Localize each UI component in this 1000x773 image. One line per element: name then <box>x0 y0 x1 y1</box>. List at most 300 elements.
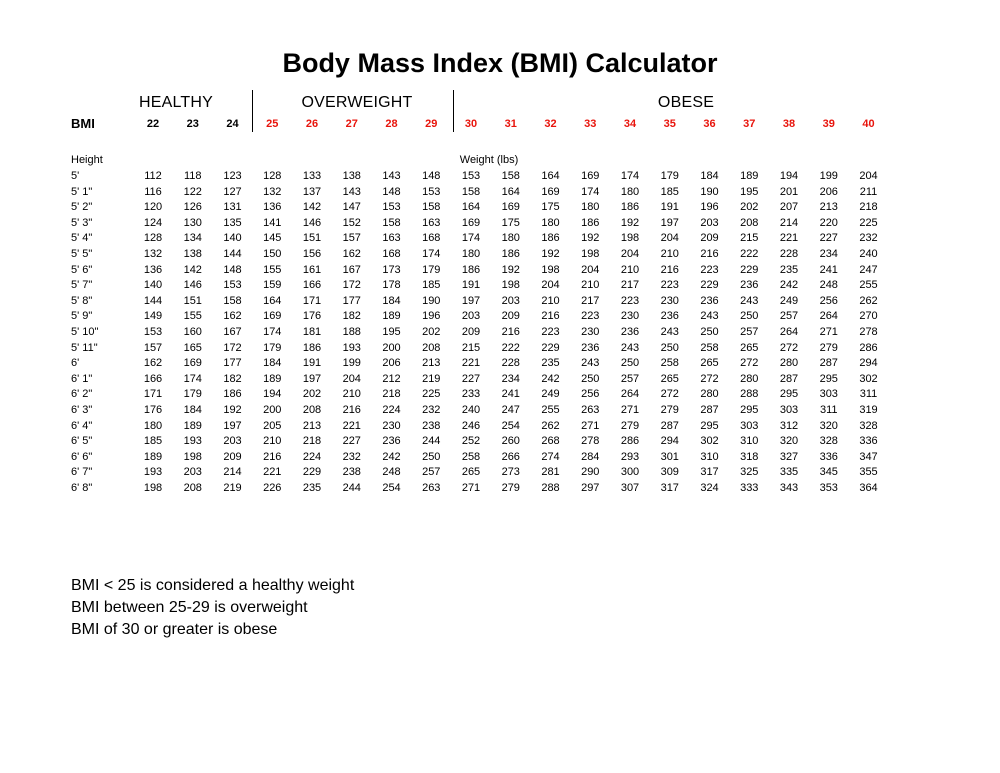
weight-cell: 199 <box>342 357 361 370</box>
weight-cell: 216 <box>541 310 560 323</box>
weight-cell: 264 <box>779 326 799 338</box>
weight-cell: 236 <box>581 341 600 354</box>
weight-cell: 294 <box>660 435 679 448</box>
weight-cell: 302 <box>700 435 719 448</box>
weight-cell: 142 <box>302 201 322 214</box>
weight-cell: 221 <box>779 232 799 245</box>
weight-cell: 223 <box>541 326 560 338</box>
weight-cell: 280 <box>779 357 799 370</box>
height-cell: 5' 9" <box>71 310 93 323</box>
weight-cell: 271 <box>461 482 481 494</box>
weight-cell: 216 <box>501 326 520 338</box>
weight-cell: 197 <box>223 419 242 432</box>
height-cell: 5' 1" <box>71 185 93 198</box>
weight-cell: 176 <box>302 310 322 323</box>
weight-cell: 220 <box>819 216 838 229</box>
weight-cell: 198 <box>541 263 560 276</box>
weight-cell: 278 <box>859 326 878 338</box>
weight-cell: 324 <box>700 482 719 494</box>
weight-cell: 223 <box>660 279 679 292</box>
bmi-value: 36 <box>703 118 716 130</box>
weight-cell: 215 <box>461 341 481 354</box>
weight-cell: 290 <box>581 466 600 479</box>
weight-cell: 159 <box>263 279 282 292</box>
weight-cell: 166 <box>302 279 322 292</box>
weight-cell: 116 <box>144 185 162 198</box>
weight-cell: 279 <box>620 419 640 432</box>
category-overweight: OVERWEIGHT <box>301 94 413 111</box>
weight-cell: 177 <box>223 357 242 370</box>
height-cell: 6' 3" <box>71 404 93 416</box>
weight-cell: 162 <box>342 248 361 260</box>
weight-cell: 204 <box>581 263 600 276</box>
weight-cell: 248 <box>382 466 401 479</box>
weight-cell: 151 <box>183 294 202 307</box>
bmi-value: 32 <box>544 118 557 130</box>
weight-cell: 210 <box>620 263 640 276</box>
weight-cell: 242 <box>382 450 401 463</box>
weight-cell: 355 <box>859 466 878 479</box>
height-cell: 5' 5" <box>71 248 93 260</box>
weight-cell: 336 <box>819 450 838 463</box>
weight-cell: 345 <box>819 466 838 479</box>
height-cell: 6' 1" <box>71 372 93 385</box>
weight-cell: 174 <box>620 170 640 182</box>
weight-cell: 197 <box>461 294 481 307</box>
bmi-value: 31 <box>504 118 517 130</box>
weight-cell: 233 <box>461 388 481 401</box>
weight-cell: 200 <box>382 341 401 354</box>
weight-cell: 246 <box>461 419 481 432</box>
weight-cell: 203 <box>461 310 481 323</box>
weight-cell: 266 <box>501 450 520 463</box>
height-cell: 5' 10" <box>71 326 99 338</box>
divider-healthy-overweight <box>252 90 253 132</box>
weight-cell: 169 <box>541 185 560 198</box>
weight-cell: 143 <box>342 185 361 198</box>
weight-cell: 226 <box>263 482 282 494</box>
weight-cell: 222 <box>501 341 520 354</box>
weight-cell: 262 <box>541 419 560 432</box>
weight-cell: 327 <box>779 450 799 463</box>
weight-cell: 189 <box>143 450 163 463</box>
weight-cell: 241 <box>819 263 838 276</box>
weight-cell: 128 <box>263 170 282 182</box>
weight-cell: 232 <box>422 404 441 416</box>
weight-cell: 197 <box>660 216 679 229</box>
weight-cell: 265 <box>700 357 719 370</box>
weight-cell: 135 <box>223 216 242 229</box>
weight-cell: 148 <box>382 185 401 198</box>
weight-cell: 178 <box>382 279 401 292</box>
weight-cell: 189 <box>183 419 202 432</box>
weight-cell: 209 <box>461 326 481 338</box>
weight-cell: 265 <box>660 372 679 385</box>
weight-cell: 243 <box>660 326 679 338</box>
weight-cell: 279 <box>819 341 838 354</box>
weight-cell: 180 <box>541 216 560 229</box>
weight-cell: 180 <box>143 419 163 432</box>
weight-cell: 270 <box>859 310 878 323</box>
weight-cell: 123 <box>223 170 242 182</box>
weight-cell: 227 <box>461 372 481 385</box>
weight-cell: 247 <box>501 404 520 416</box>
weight-cell: 228 <box>779 248 799 260</box>
weight-cell: 307 <box>620 482 640 494</box>
weight-cell: 223 <box>620 294 640 307</box>
weight-cell: 216 <box>263 450 282 463</box>
weight-cell: 180 <box>620 185 640 198</box>
weight-cell: 184 <box>700 170 719 182</box>
weight-cell: 303 <box>740 419 759 432</box>
weight-cell: 136 <box>263 201 282 214</box>
weight-cell: 210 <box>263 435 282 448</box>
weight-cell: 156 <box>302 248 322 260</box>
weight-cell: 268 <box>541 435 560 448</box>
weight-cell: 247 <box>859 263 878 276</box>
weight-cell: 243 <box>700 310 719 323</box>
weight-cell: 236 <box>700 294 719 307</box>
weight-cell: 214 <box>223 466 242 479</box>
weight-cell: 271 <box>620 404 640 416</box>
weight-cell: 112 <box>144 170 162 182</box>
weight-cell: 274 <box>541 450 560 463</box>
weight-cell: 281 <box>541 466 560 479</box>
weight-cell: 153 <box>143 326 163 338</box>
weight-cell: 169 <box>183 357 202 370</box>
weight-cell: 194 <box>263 388 282 401</box>
weight-cell: 228 <box>501 357 520 370</box>
height-cell: 5' 11" <box>71 341 98 354</box>
weight-cell: 155 <box>183 310 202 323</box>
weight-cell: 221 <box>461 357 481 370</box>
weight-cell: 265 <box>740 341 759 354</box>
weight-cell: 201 <box>779 185 799 198</box>
weight-cell: 223 <box>700 263 719 276</box>
weight-cell: 328 <box>859 419 878 432</box>
weight-cell: 144 <box>143 294 163 307</box>
weight-cell: 300 <box>620 466 640 479</box>
weight-cell: 207 <box>779 201 799 214</box>
weight-cell: 218 <box>302 435 322 448</box>
weight-cell: 200 <box>263 404 282 416</box>
weight-cell: 264 <box>819 310 838 323</box>
weight-cell: 169 <box>461 216 481 229</box>
weight-cell: 180 <box>581 201 600 214</box>
weight-cell: 169 <box>501 201 520 214</box>
weight-cell: 189 <box>740 170 759 182</box>
weight-cell: 229 <box>302 466 322 479</box>
height-cell: 5' 6" <box>71 263 93 276</box>
weight-cell: 303 <box>779 404 799 416</box>
weight-cell: 191 <box>660 201 679 214</box>
weight-cell: 287 <box>779 372 799 385</box>
weight-cell: 171 <box>302 294 322 307</box>
height-cell: 5' 4" <box>71 232 93 245</box>
weight-cell: 174 <box>461 232 481 245</box>
bmi-row-label: BMI <box>71 116 95 131</box>
weight-cell: 173 <box>382 263 401 276</box>
weight-cell: 271 <box>581 419 600 432</box>
weight-cell: 240 <box>859 248 878 260</box>
weight-cell: 186 <box>501 248 520 260</box>
weight-cell: 179 <box>263 341 282 354</box>
weight-cell: 166 <box>143 372 163 385</box>
weight-cell: 164 <box>461 201 481 214</box>
weight-cell: 202 <box>422 326 441 338</box>
weight-cell: 133 <box>302 170 322 182</box>
weight-cell: 272 <box>660 388 679 401</box>
weight-cell: 213 <box>422 357 441 370</box>
weight-cell: 272 <box>779 341 799 354</box>
bmi-value: 23 <box>186 118 199 130</box>
weight-cell: 238 <box>422 419 441 432</box>
weight-cell: 347 <box>859 450 878 463</box>
weight-cell: 161 <box>302 263 322 276</box>
weight-cell: 148 <box>223 263 242 276</box>
weight-cell: 122 <box>183 185 202 198</box>
weight-cell: 185 <box>143 435 163 448</box>
weight-cell: 179 <box>183 388 202 401</box>
weight-cell: 217 <box>620 279 640 292</box>
weight-cell: 218 <box>859 201 878 214</box>
weight-cell: 147 <box>342 201 361 214</box>
weight-cell: 174 <box>183 372 202 385</box>
weight-cell: 203 <box>223 435 242 448</box>
weight-cell: 204 <box>342 372 361 385</box>
weight-cell: 174 <box>581 185 600 198</box>
weight-cell: 186 <box>461 263 481 276</box>
weight-cell: 293 <box>620 450 640 463</box>
weight-cell: 153 <box>382 201 401 214</box>
weight-cell: 295 <box>819 372 838 385</box>
weight-cell: 204 <box>859 170 878 182</box>
weight-cell: 127 <box>223 185 242 198</box>
weight-cell: 136 <box>143 263 163 276</box>
weight-cell: 225 <box>422 388 441 401</box>
weight-cell: 320 <box>819 419 838 432</box>
weight-cell: 219 <box>223 482 242 494</box>
weight-cell: 158 <box>223 294 242 307</box>
weight-cell: 250 <box>422 450 441 463</box>
weight-cell: 131 <box>223 201 242 214</box>
height-cell: 6' 5" <box>71 435 93 448</box>
weight-cell: 229 <box>740 263 759 276</box>
weight-cell: 171 <box>143 388 163 401</box>
weight-cell: 151 <box>302 232 322 245</box>
weight-cell: 172 <box>223 341 242 354</box>
weight-cell: 197 <box>302 372 322 385</box>
weight-cell: 208 <box>183 482 202 494</box>
weight-cell: 152 <box>342 216 361 229</box>
weight-cell: 287 <box>700 404 719 416</box>
weight-cell: 190 <box>422 294 441 307</box>
weight-cell: 264 <box>620 388 640 401</box>
weight-cell: 194 <box>779 170 799 182</box>
weight-cell: 236 <box>740 279 759 292</box>
weight-cell: 211 <box>859 185 878 198</box>
weight-cell: 186 <box>302 341 322 354</box>
weight-cell: 295 <box>779 388 799 401</box>
weight-cell: 184 <box>382 294 401 307</box>
weight-cell: 243 <box>581 357 600 370</box>
weight-cell: 240 <box>461 404 481 416</box>
weight-cell: 206 <box>382 357 401 370</box>
weight-cell: 182 <box>342 310 361 323</box>
weight-cell: 288 <box>541 482 560 494</box>
weight-cell: 278 <box>581 435 600 448</box>
weight-cell: 280 <box>740 372 759 385</box>
weight-cell: 279 <box>660 404 679 416</box>
weight-cell: 140 <box>143 279 163 292</box>
weight-cell: 167 <box>223 326 242 338</box>
weight-cell: 222 <box>740 248 759 260</box>
weight-cell: 263 <box>581 404 600 416</box>
weight-cell: 210 <box>541 294 560 307</box>
weight-cell: 236 <box>660 310 679 323</box>
weight-cell: 175 <box>501 216 520 229</box>
weight-cell: 257 <box>620 372 640 385</box>
weight-cell: 336 <box>859 435 878 448</box>
weight-cell: 258 <box>461 450 481 463</box>
weight-cell: 353 <box>819 482 838 494</box>
weight-cell: 258 <box>700 341 719 354</box>
weight-cell: 192 <box>581 232 600 245</box>
weight-cell: 241 <box>501 388 520 401</box>
weight-cell: 191 <box>302 357 322 370</box>
weight-cell: 192 <box>541 248 560 260</box>
weight-cell: 318 <box>740 450 759 463</box>
weight-cell: 169 <box>263 310 282 323</box>
bmi-value: 40 <box>862 118 875 130</box>
weight-cell: 252 <box>461 435 481 448</box>
weight-cell: 203 <box>183 466 202 479</box>
weight-cell: 224 <box>302 450 322 463</box>
weight-cell: 177 <box>342 294 361 307</box>
weight-cell: 179 <box>422 263 441 276</box>
weight-cell: 195 <box>740 185 759 198</box>
weight-cell: 158 <box>422 201 441 214</box>
weight-cell: 184 <box>263 357 282 370</box>
weight-cell: 218 <box>382 388 401 401</box>
bmi-value: 33 <box>584 118 597 130</box>
weight-cell: 176 <box>143 404 163 416</box>
weight-cell: 167 <box>342 263 361 276</box>
weight-cell: 311 <box>819 404 838 416</box>
weight-cell: 343 <box>779 482 799 494</box>
weight-cell: 214 <box>779 216 799 229</box>
weight-cell: 188 <box>342 326 361 338</box>
weight-cell: 185 <box>660 185 679 198</box>
bmi-value: 29 <box>425 118 438 130</box>
bmi-value: 38 <box>782 118 796 130</box>
weight-cell: 158 <box>461 185 481 198</box>
weight-cell: 310 <box>700 450 719 463</box>
weight-cell: 205 <box>263 419 282 432</box>
weight-cell: 198 <box>620 232 640 245</box>
weight-cell: 286 <box>620 435 640 448</box>
weight-cell: 256 <box>819 294 838 307</box>
weight-cell: 243 <box>740 294 759 307</box>
weight-cell: 180 <box>461 248 481 260</box>
note-overweight: BMI between 25-29 is overweight <box>71 599 308 616</box>
weight-cell: 141 <box>263 216 282 229</box>
weight-cell: 333 <box>740 482 759 494</box>
weight-cell: 134 <box>183 232 202 245</box>
weight-cell: 238 <box>342 466 361 479</box>
weight-cell: 192 <box>620 216 640 229</box>
weight-cell: 202 <box>302 388 322 401</box>
weight-cell: 192 <box>501 263 520 276</box>
weight-cell: 227 <box>342 435 361 448</box>
weight-cell: 208 <box>422 341 441 354</box>
bmi-value: 28 <box>385 118 398 130</box>
height-cell: 5' 2" <box>71 201 93 214</box>
weight-cell: 143 <box>382 170 401 182</box>
weight-cell: 297 <box>581 482 600 494</box>
weight-cell: 126 <box>183 201 202 214</box>
height-cell: 6' 4" <box>71 419 93 432</box>
weight-cell: 204 <box>541 279 560 292</box>
weight-cell: 191 <box>461 279 481 292</box>
bmi-value: 37 <box>743 118 756 130</box>
weight-cell: 162 <box>223 310 242 323</box>
weight-cell: 204 <box>660 232 679 245</box>
weight-cell: 284 <box>581 450 600 463</box>
weight-cell: 272 <box>740 357 759 370</box>
weight-cell: 137 <box>302 185 322 198</box>
weight-cell: 225 <box>859 216 878 229</box>
weight-cell: 295 <box>740 404 759 416</box>
weight-cell: 236 <box>382 435 401 448</box>
category-healthy: HEALTHY <box>138 94 214 111</box>
weight-cell: 286 <box>859 341 878 354</box>
weight-cell: 132 <box>263 185 282 198</box>
weight-cell: 317 <box>700 466 719 479</box>
weight-cell: 164 <box>541 170 560 182</box>
weight-cell: 280 <box>700 388 719 401</box>
weight-cell: 216 <box>660 263 679 276</box>
weight-cell: 219 <box>422 372 441 385</box>
weight-cell: 195 <box>382 326 401 338</box>
bmi-value: 26 <box>305 118 319 130</box>
weight-cell: 235 <box>779 263 799 276</box>
weight-cell: 230 <box>660 294 679 307</box>
weight-cell: 120 <box>143 201 163 214</box>
height-cell: 5' 7" <box>71 279 93 292</box>
weight-cell: 198 <box>581 248 600 260</box>
weight-cell: 130 <box>183 216 202 229</box>
weight-cell: 309 <box>660 466 679 479</box>
weight-cell: 169 <box>581 170 600 182</box>
weight-cell: 224 <box>382 404 401 416</box>
weight-cell: 250 <box>620 357 640 370</box>
weight-cell: 212 <box>382 372 401 385</box>
weight-cell: 230 <box>382 419 401 432</box>
weight-cell: 155 <box>263 263 282 276</box>
weight-cell: 210 <box>342 388 361 401</box>
weight-cell: 149 <box>143 310 163 323</box>
weight-cell: 244 <box>422 435 441 448</box>
weight-cell: 301 <box>660 450 679 463</box>
weight-cell: 294 <box>859 357 878 370</box>
weight-cell: 186 <box>223 388 242 401</box>
weight-cell: 221 <box>342 419 361 432</box>
weight-cell: 257 <box>779 310 799 323</box>
weight-cell: 250 <box>581 372 600 385</box>
weight-cell: 144 <box>223 248 242 260</box>
weight-cell: 157 <box>342 232 361 245</box>
